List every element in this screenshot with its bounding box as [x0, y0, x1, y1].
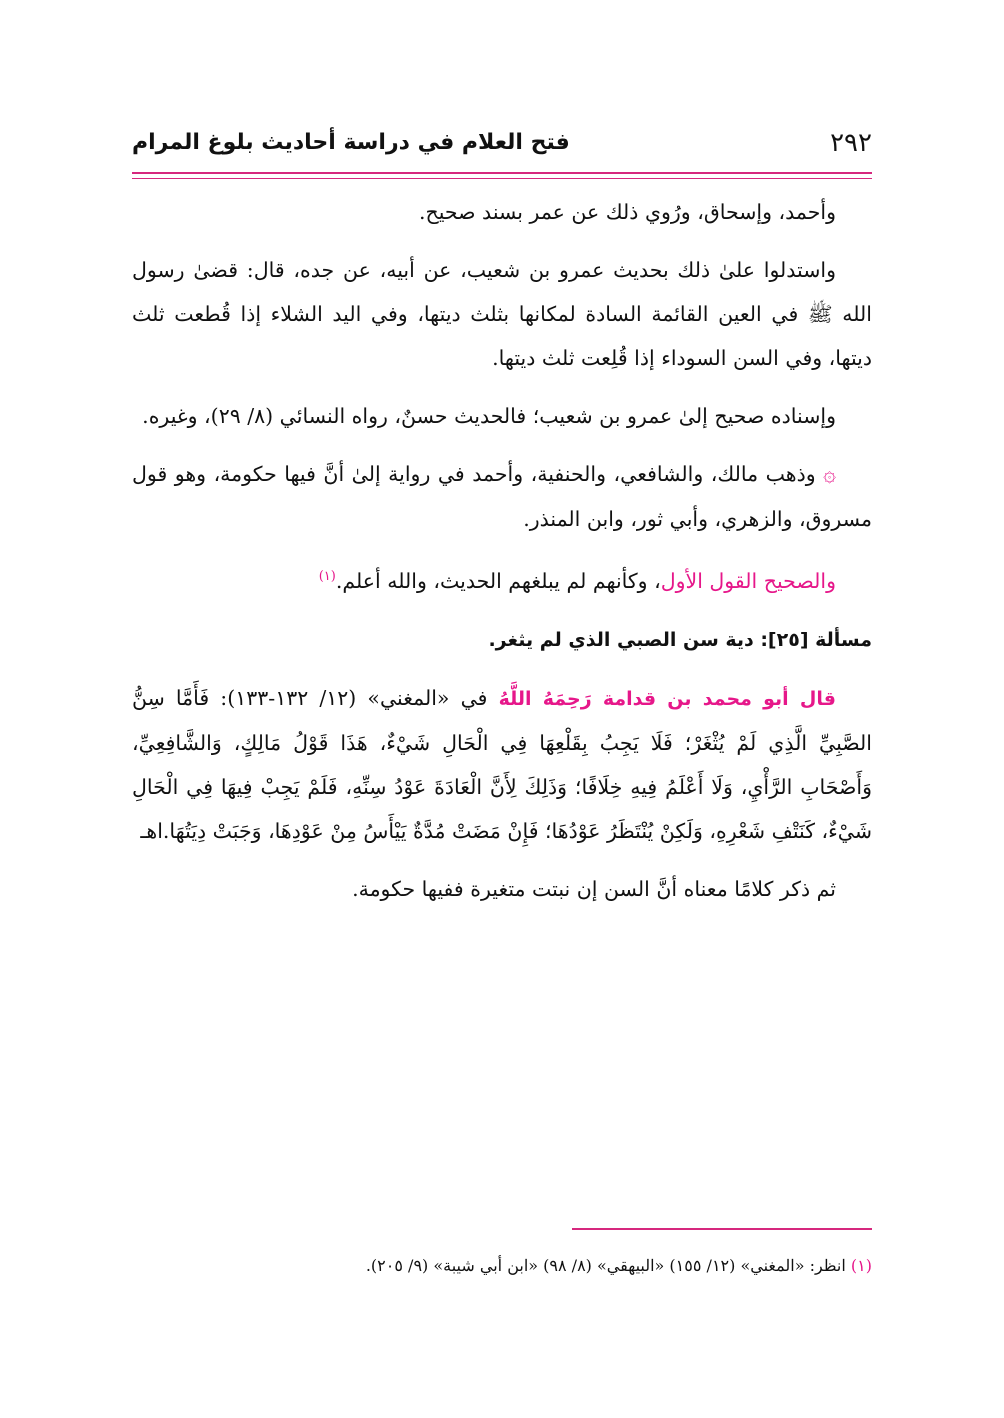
highlighted-phrase: والصحيح القول الأول — [660, 568, 836, 593]
paragraph-5-text: ، وكأنهم لم يبلغهم الحديث، والله أعلم. — [335, 568, 661, 593]
section-heading-label: مسألة [٢٥]: — [760, 628, 872, 651]
page-number: ٢٩٢ — [830, 128, 872, 158]
paragraph-5 — [132, 555, 872, 603]
section-heading-text: دية سن الصبي الذي لم يثغر. — [488, 628, 754, 651]
paragraph-1: وأحمد، وإسحاق، ورُوي ذلك عن عمر بسند صحيح. — [418, 200, 836, 224]
footnote-reference[interactable]: (١) — [318, 569, 336, 584]
paragraph-4-text: وذهب مالك، والشافعي، والحنفية، وأحمد في رواية إلىٰ أنَّ فيها حكومة، وهو قول مسروق، والزهري، وأبي ثور، وابن المنذر. — [132, 462, 872, 531]
footnote-rule — [572, 1228, 872, 1230]
paragraph-8: ثم ذكر كلامًا معناه أنَّ السن إن نبتت متغيرة ففيها حكومة. — [352, 876, 836, 901]
footnote-mark: (١) — [850, 1256, 872, 1275]
paragraph-3: وإسناده صحيح إلىٰ عمرو بن شعيب؛ فالحديث حسنٌ، رواه النسائي (٨/ ٢٩)، وغيره. — [142, 404, 836, 428]
quoted-author: قال أبو محمد بن قدامة رَحِمَهُ اللَّهُ — [498, 687, 836, 710]
header-rule — [132, 172, 872, 174]
paragraph-7 — [132, 676, 872, 853]
page — [132, 0, 872, 1418]
header-rule-thin — [132, 178, 872, 179]
footnote-text: انظر: «المغني» (١٢/ ١٥٥) «البيهقي» (٨/ ٩٨) «ابن أبي شيبة» (٩/ ٢٠٥). — [365, 1256, 846, 1275]
flower-ornament-icon: ۞ — [823, 462, 836, 487]
paragraph-7-text: في «المغني» (١٢/ ١٣٢-١٣٣): فَأَمَّا سِنُّ الصَّبِيِّ الَّذِي لَمْ يُثْغَرْ؛ فَلَا يَجِبُ بِقَلْعِهَا فِي الْحَالِ شَيْءٌ، هَذَا قَوْلُ مَالِكٍ، وَالشَّافِعِيِّ، وَأَصْحَابِ الرَّأْيِ، وَلَا أَعْلَمُ فِيهِ خِلَافًا؛ وَذَلِكَ لِأَنَّ الْعَادَةَ عَوْدُ سِنِّهِ، فَلَمْ يَجِبْ فِيهَا فِي الْحَالِ شَيْءٌ، كَنَتْفِ شَعْرِهِ، وَلَكِنْ يُنْتَظَرُ عَوْدُهَا؛ فَإِنْ مَضَتْ مُدَّةٌ يَيْأَسُ مِنْ عَوْدِهَا، وَجَبَتْ دِيَتُهَا.اهـ — [132, 685, 872, 843]
paragraph-2: واستدلوا علىٰ ذلك بحديث عمرو بن شعيب، عن أبيه، عن جده، قال: قضىٰ رسول الله ﷺ في العين القائمة السادة لمكانها بثلث ديتها، وفي اليد الشلاء إذا قُطعت ثلث ديتها، وفي السن السوداء إذا قُلِعت ثلث ديتها. — [132, 258, 872, 370]
footnote — [132, 1252, 872, 1280]
page-header — [132, 128, 872, 168]
section-heading — [132, 617, 872, 662]
book-title: فتح العلام في دراسة أحاديث بلوغ المرام — [132, 130, 570, 155]
page-body — [132, 190, 872, 925]
paragraph-4 — [132, 452, 872, 541]
